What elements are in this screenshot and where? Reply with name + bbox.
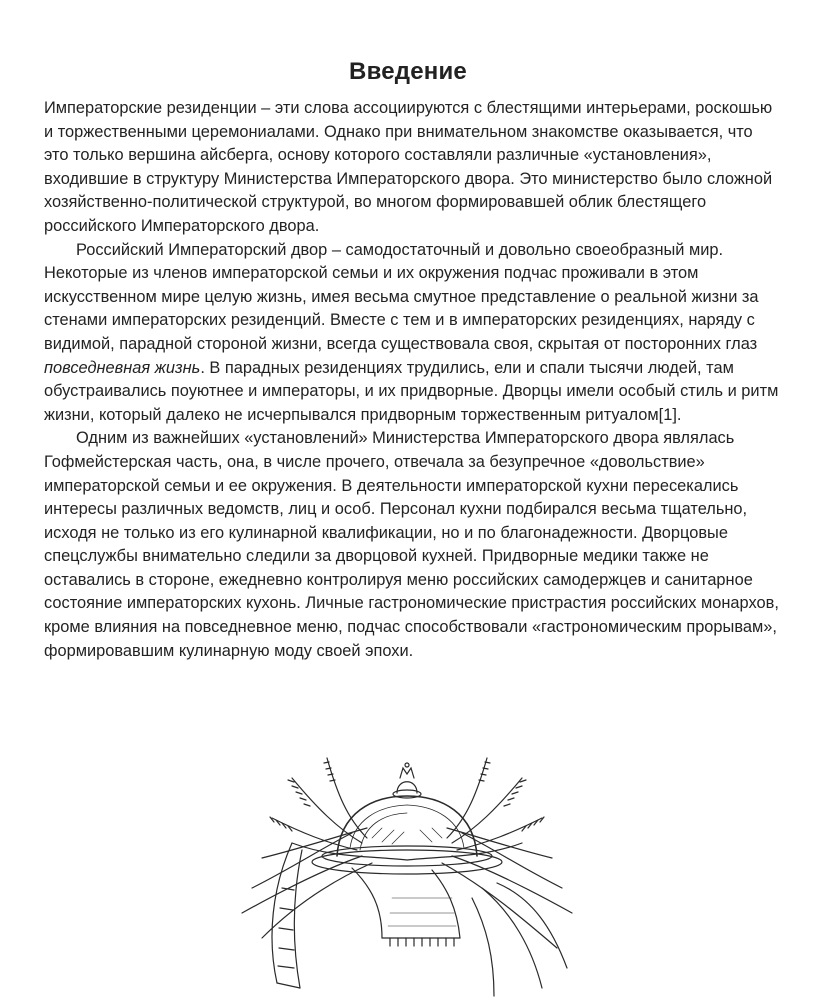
paragraph-2-text-end: . [676,405,682,424]
paragraph-2-text-before: Российский Императорский двор – самодостаточный и довольно своеобразный мир. Некоторые из членов императорской семьи и их окружения подчас проживали в этом искусственном мире целую жизнь, имея весьма смутное представление о реальной жизни за стенами императорских резиденций. Вместе с тем и в императорских резиденциях, наряду с видимой, парадной стороной жизни, всегда существовала своя, скрытая от посторонних глаз [44,240,759,353]
footnote-reference: [1] [658,405,677,424]
paragraph-1: Императорские резиденции – эти слова ассоциируются с блестящими интерьерами, роскошью и торжественными церемониалами. Однако при внимательном знакомстве оказывается, что это только вершина айсберга, основу которого составляли различные «установления», входившие в структуру Министерства Императорского двора. Это министерство было сложной хозяйственно-политической структурой, во многом формировавшей облик блестящего российского Императорского двора. [44,99,773,235]
paragraph-2 [44,239,779,428]
paragraph-2-emphasis: повседневная жизнь [44,358,201,377]
paragraph-3: Одним из важнейших «установлений» Министерства Императорского двора являлась Гофмейстерская часть, она, в числе прочего, отвечала за безупречное «довольствие» императорской семьи и ее окружения. В деятельности императорской кухни пересекались интересы различных ведомств, лиц и особ. Персонал кухни подбирался весьма тщательно, исходя не только из его кулинарной квалификации, но и по благонадежности. Дворцовые спецслужбы внимательно следили за дворцовой кухней. Придворные медики также не оставались в стороне, ежедневно контролируя меню российских самодержцев и санитарное состояние императорских кухонь. Личные гастрономические пристрастия российских монархов, кроме влияния на повседневное меню, подчас способствовали «гастрономическим прорывам», формировавшим кулинарную моду своей эпохи. [44,429,779,660]
body-text [44,97,779,663]
page-title: Введение [349,58,467,86]
cloche-with-wheat-engraving-icon [232,738,582,1000]
paragraph-2-text-after: . В парадных резиденциях трудились, ели и спали тысячи людей, там обустраивались поуютнее и императоры, и их придворные. Дворцы имели особый стиль и ритм жизни, который далеко не исчерпывался придворным торжественным ритуалом [44,358,779,424]
